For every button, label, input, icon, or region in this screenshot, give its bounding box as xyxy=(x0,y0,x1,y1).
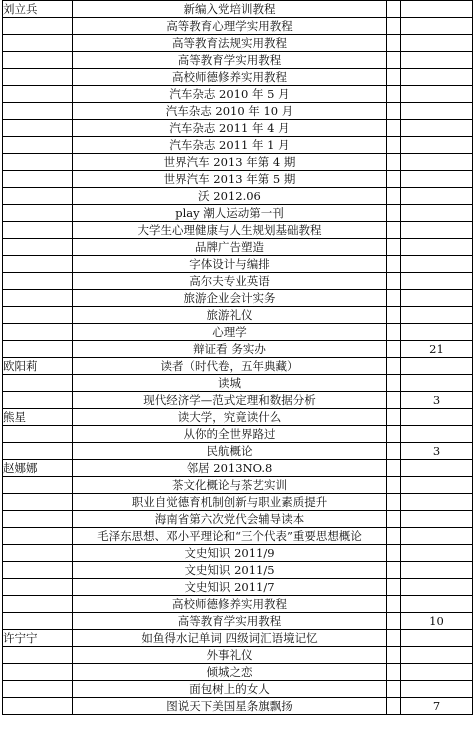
book-title-cell: 外事礼仪 xyxy=(73,647,387,664)
table-row xyxy=(3,120,473,137)
book-count-cell xyxy=(401,494,473,511)
borrower-name-cell xyxy=(3,545,73,562)
book-count-cell xyxy=(401,18,473,35)
table-row xyxy=(3,69,473,86)
book-count-cell xyxy=(401,324,473,341)
spacer-cell xyxy=(387,426,401,443)
borrower-name-cell xyxy=(3,86,73,103)
table-row xyxy=(3,103,473,120)
book-count-cell xyxy=(401,103,473,120)
book-count-cell xyxy=(401,545,473,562)
table-row xyxy=(3,239,473,256)
book-title-cell: 大学生心理健康与人生规划基础教程 xyxy=(73,222,387,239)
book-count-cell xyxy=(401,35,473,52)
borrower-name-cell xyxy=(3,647,73,664)
book-count-cell xyxy=(401,120,473,137)
book-count-cell xyxy=(401,222,473,239)
table-row xyxy=(3,375,473,392)
book-title-cell: 读大学，究竟读什么 xyxy=(73,409,387,426)
book-title-cell: 职业自觉德育机制创新与职业素质提升 xyxy=(73,494,387,511)
spacer-cell xyxy=(387,256,401,273)
book-title-cell: 汽车杂志 2010 年 5 月 xyxy=(73,86,387,103)
borrower-name-cell xyxy=(3,205,73,222)
table-row xyxy=(3,460,473,477)
table-body xyxy=(3,1,473,715)
book-title-cell: 高等教育学实用教程 xyxy=(73,52,387,69)
book-title-cell: 品牌广告塑造 xyxy=(73,239,387,256)
borrower-name-cell xyxy=(3,307,73,324)
book-count-cell xyxy=(401,290,473,307)
borrower-name-cell xyxy=(3,596,73,613)
book-count-cell xyxy=(401,358,473,375)
book-title-cell: 毛泽东思想、邓小平理论和“三个代表”重要思想概论 xyxy=(73,528,387,545)
table-row xyxy=(3,545,473,562)
spacer-cell xyxy=(387,324,401,341)
book-title-cell: 高校师德修养实用教程 xyxy=(73,596,387,613)
borrower-name-cell xyxy=(3,392,73,409)
table-row xyxy=(3,613,473,630)
spacer-cell xyxy=(387,698,401,715)
spacer-cell xyxy=(387,681,401,698)
book-count-cell xyxy=(401,579,473,596)
spacer-cell xyxy=(387,528,401,545)
book-title-cell: 邻居 2013NO.8 xyxy=(73,460,387,477)
borrower-name-cell xyxy=(3,528,73,545)
book-count-cell xyxy=(401,511,473,528)
borrower-name-cell xyxy=(3,222,73,239)
spacer-cell xyxy=(387,222,401,239)
table-row xyxy=(3,681,473,698)
spacer-cell xyxy=(387,545,401,562)
book-count-cell: 7 xyxy=(401,698,473,715)
table-row xyxy=(3,35,473,52)
book-title-cell: 从你的全世界路过 xyxy=(73,426,387,443)
borrower-name-cell xyxy=(3,103,73,120)
borrower-name-cell xyxy=(3,239,73,256)
book-title-cell: 汽车杂志 2011 年 4 月 xyxy=(73,120,387,137)
book-count-cell xyxy=(401,664,473,681)
book-title-cell: 文史知识 2011/7 xyxy=(73,579,387,596)
table-row xyxy=(3,52,473,69)
book-count-cell xyxy=(401,307,473,324)
spacer-cell xyxy=(387,290,401,307)
table-row xyxy=(3,647,473,664)
book-count-cell xyxy=(401,137,473,154)
book-title-cell: play 潮人运动第一刊 xyxy=(73,205,387,222)
spacer-cell xyxy=(387,35,401,52)
spacer-cell xyxy=(387,52,401,69)
spacer-cell xyxy=(387,239,401,256)
table-row xyxy=(3,290,473,307)
spacer-cell xyxy=(387,69,401,86)
table-row xyxy=(3,307,473,324)
book-title-cell: 汽车杂志 2011 年 1 月 xyxy=(73,137,387,154)
book-count-cell xyxy=(401,647,473,664)
book-count-cell xyxy=(401,1,473,18)
table-row xyxy=(3,358,473,375)
book-title-cell: 高等教育心理学实用教程 xyxy=(73,18,387,35)
book-count-cell xyxy=(401,460,473,477)
borrower-name-cell: 赵娜娜 xyxy=(3,460,73,477)
spacer-cell xyxy=(387,613,401,630)
borrower-name-cell xyxy=(3,35,73,52)
book-count-cell xyxy=(401,256,473,273)
spacer-cell xyxy=(387,86,401,103)
table-row xyxy=(3,562,473,579)
borrower-name-cell xyxy=(3,171,73,188)
borrower-name-cell xyxy=(3,290,73,307)
book-title-cell: 读城 xyxy=(73,375,387,392)
spacer-cell xyxy=(387,511,401,528)
borrower-name-cell xyxy=(3,137,73,154)
book-title-cell: 倾城之恋 xyxy=(73,664,387,681)
spacer-cell xyxy=(387,494,401,511)
table-row xyxy=(3,341,473,358)
spacer-cell xyxy=(387,596,401,613)
book-count-cell xyxy=(401,205,473,222)
table-row xyxy=(3,171,473,188)
table-row xyxy=(3,1,473,18)
table-row xyxy=(3,409,473,426)
book-count-cell xyxy=(401,273,473,290)
table-row xyxy=(3,137,473,154)
table-row xyxy=(3,596,473,613)
spacer-cell xyxy=(387,341,401,358)
book-title-cell: 辩证看 务实办 xyxy=(73,341,387,358)
table-row xyxy=(3,18,473,35)
spacer-cell xyxy=(387,460,401,477)
borrower-name-cell xyxy=(3,681,73,698)
book-count-cell xyxy=(401,562,473,579)
book-count-cell: 10 xyxy=(401,613,473,630)
borrower-name-cell xyxy=(3,120,73,137)
spacer-cell xyxy=(387,154,401,171)
spacer-cell xyxy=(387,375,401,392)
borrower-name-cell xyxy=(3,69,73,86)
book-title-cell: 心理学 xyxy=(73,324,387,341)
spacer-cell xyxy=(387,443,401,460)
book-title-cell: 高等教育法规实用教程 xyxy=(73,35,387,52)
book-count-cell xyxy=(401,409,473,426)
table-row xyxy=(3,273,473,290)
book-title-cell: 文史知识 2011/5 xyxy=(73,562,387,579)
spacer-cell xyxy=(387,273,401,290)
book-count-cell xyxy=(401,52,473,69)
table-row xyxy=(3,511,473,528)
table-row xyxy=(3,86,473,103)
table-row xyxy=(3,698,473,715)
borrower-name-cell xyxy=(3,511,73,528)
book-count-cell: 3 xyxy=(401,443,473,460)
book-title-cell: 面包树上的女人 xyxy=(73,681,387,698)
borrower-name-cell xyxy=(3,188,73,205)
spacer-cell xyxy=(387,18,401,35)
spacer-cell xyxy=(387,562,401,579)
borrower-name-cell xyxy=(3,443,73,460)
book-count-cell xyxy=(401,154,473,171)
book-count-cell xyxy=(401,528,473,545)
borrower-name-cell xyxy=(3,256,73,273)
table-row xyxy=(3,324,473,341)
borrower-name-cell xyxy=(3,477,73,494)
spacer-cell xyxy=(387,103,401,120)
table-row xyxy=(3,205,473,222)
book-count-cell xyxy=(401,426,473,443)
book-count-cell xyxy=(401,375,473,392)
borrower-name-cell xyxy=(3,324,73,341)
book-count-cell xyxy=(401,477,473,494)
book-title-cell: 高校师德修养实用教程 xyxy=(73,69,387,86)
book-count-cell: 21 xyxy=(401,341,473,358)
spacer-cell xyxy=(387,188,401,205)
spacer-cell xyxy=(387,579,401,596)
book-count-cell xyxy=(401,630,473,647)
borrower-name-cell xyxy=(3,154,73,171)
spacer-cell xyxy=(387,120,401,137)
spacer-cell xyxy=(387,1,401,18)
table-row xyxy=(3,477,473,494)
borrower-name-cell xyxy=(3,664,73,681)
spacer-cell xyxy=(387,137,401,154)
borrower-name-cell xyxy=(3,341,73,358)
book-title-cell: 沃 2012.06 xyxy=(73,188,387,205)
borrower-name-cell xyxy=(3,18,73,35)
book-title-cell: 世界汽车 2013 年第 4 期 xyxy=(73,154,387,171)
spacer-cell xyxy=(387,647,401,664)
borrower-name-cell: 熊星 xyxy=(3,409,73,426)
table-row xyxy=(3,664,473,681)
book-title-cell: 旅游礼仪 xyxy=(73,307,387,324)
table-row xyxy=(3,494,473,511)
book-count-cell xyxy=(401,171,473,188)
spacer-cell xyxy=(387,171,401,188)
book-title-cell: 汽车杂志 2010 年 10 月 xyxy=(73,103,387,120)
book-count-cell xyxy=(401,681,473,698)
book-title-cell: 旅游企业会计实务 xyxy=(73,290,387,307)
book-title-cell: 高等教育学实用教程 xyxy=(73,613,387,630)
table-row xyxy=(3,443,473,460)
book-title-cell: 海南省第六次党代会辅导读本 xyxy=(73,511,387,528)
borrower-name-cell xyxy=(3,562,73,579)
spacer-cell xyxy=(387,307,401,324)
book-list-table xyxy=(2,0,473,715)
book-count-cell xyxy=(401,596,473,613)
book-count-cell xyxy=(401,86,473,103)
spacer-cell xyxy=(387,664,401,681)
borrower-name-cell xyxy=(3,579,73,596)
borrower-name-cell xyxy=(3,52,73,69)
table-row xyxy=(3,579,473,596)
book-count-cell: 3 xyxy=(401,392,473,409)
spacer-cell xyxy=(387,392,401,409)
spacer-cell xyxy=(387,358,401,375)
table-row xyxy=(3,256,473,273)
borrower-name-cell xyxy=(3,426,73,443)
borrower-name-cell: 许宁宁 xyxy=(3,630,73,647)
table-row xyxy=(3,630,473,647)
borrower-name-cell xyxy=(3,613,73,630)
book-count-cell xyxy=(401,239,473,256)
book-title-cell: 图说天下美国星条旗飘扬 xyxy=(73,698,387,715)
borrower-name-cell: 刘立兵 xyxy=(3,1,73,18)
book-title-cell: 民航概论 xyxy=(73,443,387,460)
book-title-cell: 高尔夫专业英语 xyxy=(73,273,387,290)
book-title-cell: 茶文化概论与茶艺实训 xyxy=(73,477,387,494)
book-title-cell: 新编入党培训教程 xyxy=(73,1,387,18)
table-row xyxy=(3,154,473,171)
book-count-cell xyxy=(401,188,473,205)
book-title-cell: 如鱼得水记单词 四级词汇语境记忆 xyxy=(73,630,387,647)
table-row xyxy=(3,222,473,239)
borrower-name-cell xyxy=(3,375,73,392)
table-row xyxy=(3,392,473,409)
spacer-cell xyxy=(387,477,401,494)
borrower-name-cell: 欧阳莉 xyxy=(3,358,73,375)
book-title-cell: 读者（时代卷，五年典藏） xyxy=(73,358,387,375)
table-row xyxy=(3,528,473,545)
borrower-name-cell xyxy=(3,698,73,715)
table-row xyxy=(3,188,473,205)
book-count-cell xyxy=(401,69,473,86)
book-title-cell: 字体设计与编排 xyxy=(73,256,387,273)
book-title-cell: 现代经济学—范式定理和数据分析 xyxy=(73,392,387,409)
table-row xyxy=(3,426,473,443)
spacer-cell xyxy=(387,409,401,426)
spacer-cell xyxy=(387,205,401,222)
spacer-cell xyxy=(387,630,401,647)
borrower-name-cell xyxy=(3,273,73,290)
borrower-name-cell xyxy=(3,494,73,511)
book-title-cell: 文史知识 2011/9 xyxy=(73,545,387,562)
book-title-cell: 世界汽车 2013 年第 5 期 xyxy=(73,171,387,188)
